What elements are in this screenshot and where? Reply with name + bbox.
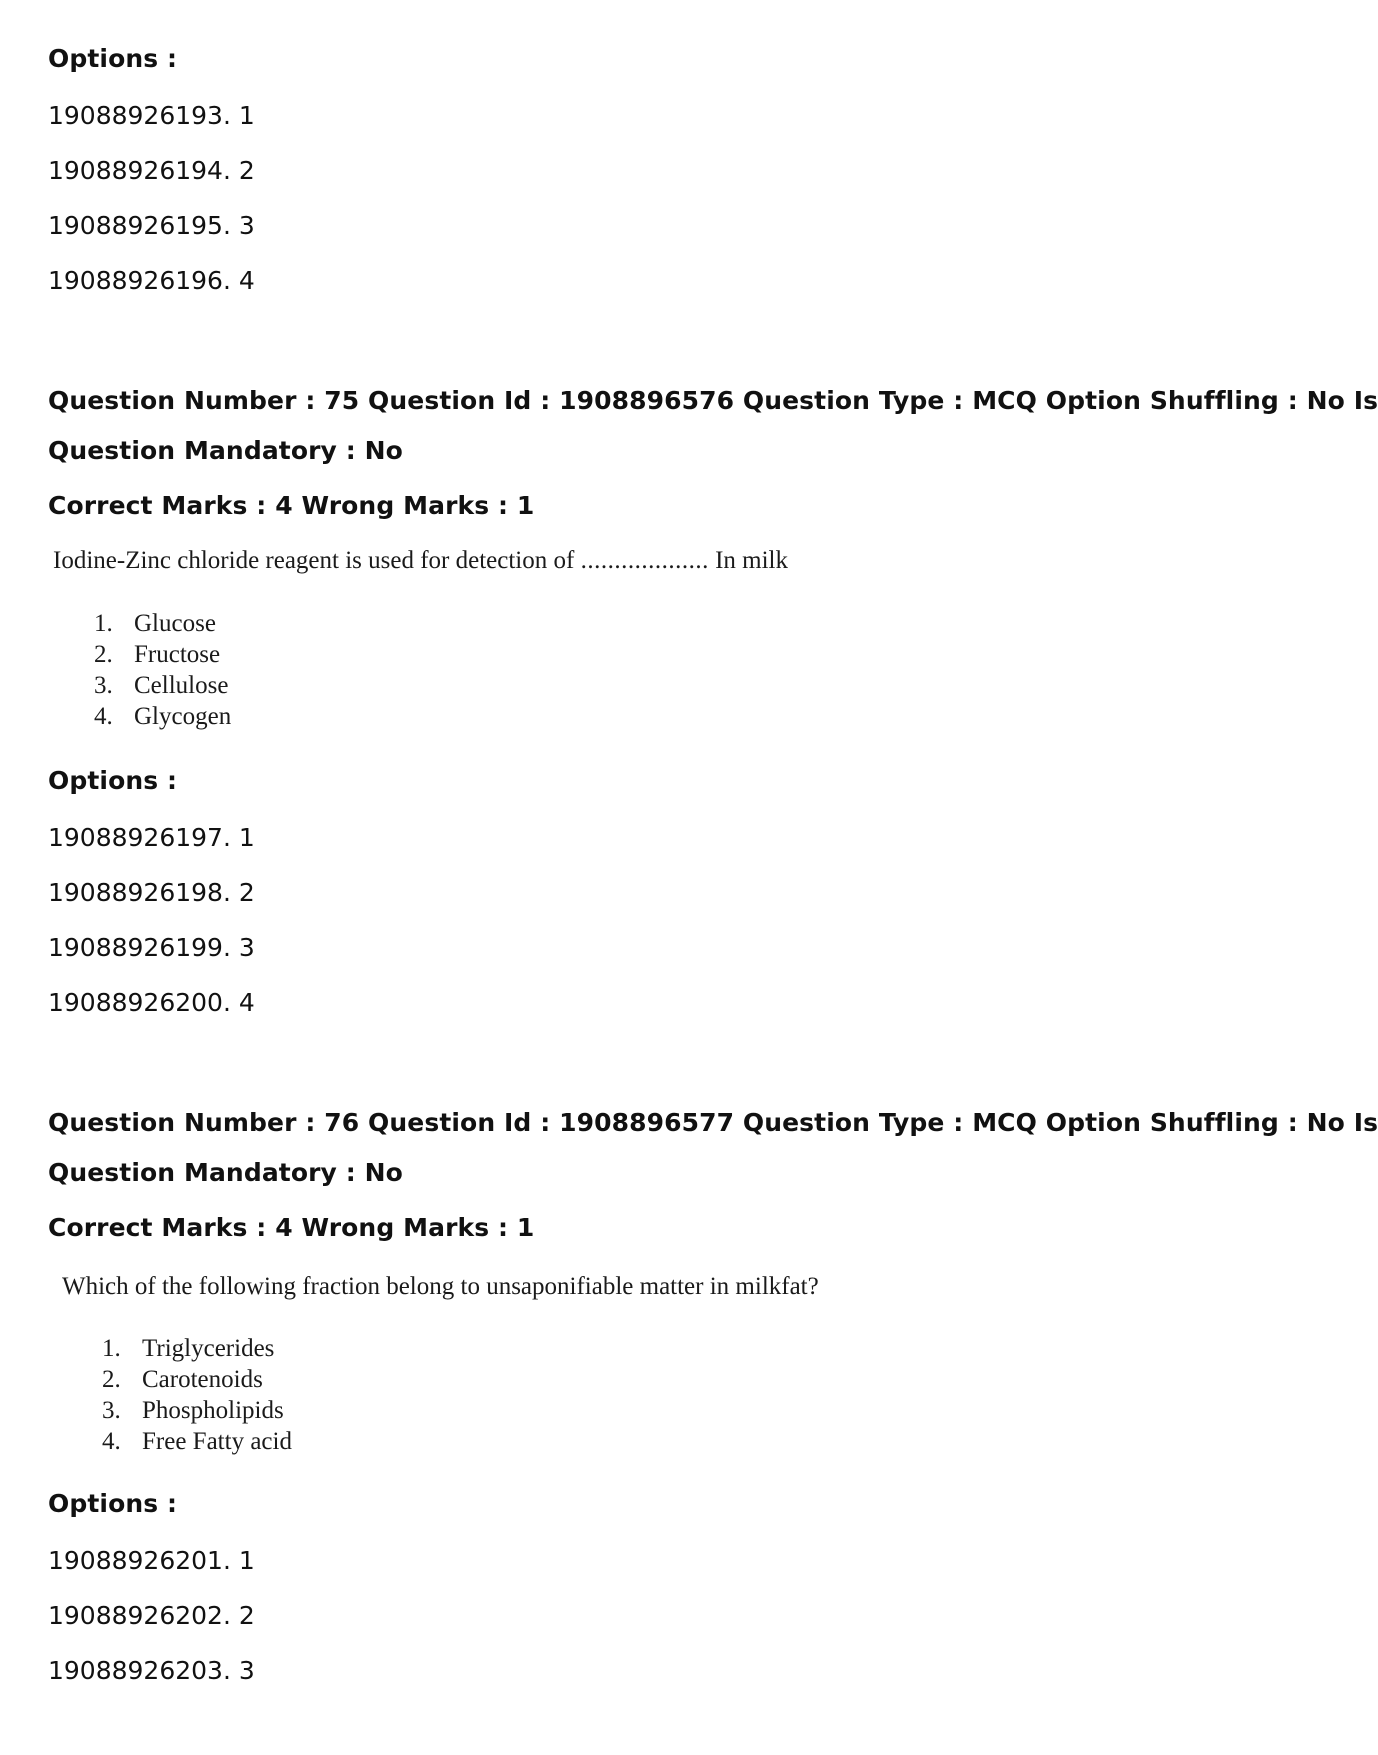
choice-text: Glucose: [134, 610, 216, 637]
choice-text: Cellulose: [134, 672, 229, 699]
question-text: Which of the following fraction belong to unsaponifiable matter in milkfat?: [62, 1273, 819, 1300]
choice-text: Carotenoids: [142, 1366, 263, 1393]
option-item: 19088926198. 2: [48, 878, 255, 907]
question-blank: ...................: [580, 547, 709, 574]
option-item: 19088926196. 4: [48, 266, 255, 295]
question-mandatory: Question Mandatory : No: [48, 436, 403, 465]
option-item: 19088926201. 1: [48, 1546, 255, 1575]
choice-item: [102, 1397, 284, 1425]
choice-number: 2.: [94, 641, 113, 668]
option-item: 19088926200. 4: [48, 988, 255, 1017]
question-text-suffix: In milk: [715, 547, 788, 574]
choice-number: 3.: [94, 672, 113, 699]
choice-text: Phospholipids: [142, 1397, 284, 1424]
choice-item: [102, 1366, 263, 1394]
choice-item: [94, 610, 216, 638]
choice-number: 4.: [102, 1428, 121, 1455]
choice-item: [94, 641, 220, 669]
options-heading: Options :: [48, 44, 178, 73]
choice-number: 3.: [102, 1397, 121, 1424]
options-heading: Options :: [48, 766, 178, 795]
choice-text: Triglycerides: [142, 1335, 275, 1362]
question-marks: Correct Marks : 4 Wrong Marks : 1: [48, 1213, 535, 1242]
question-header: Question Number : 75 Question Id : 1908896576 Question Type : MCQ Option Shuffling : No Is: [48, 386, 1378, 415]
question-text-prefix: Iodine-Zinc chloride reagent is used for detection of: [53, 547, 575, 574]
choice-number: 1.: [94, 610, 113, 637]
choice-item: [102, 1335, 274, 1363]
choice-text: Fructose: [134, 641, 221, 668]
option-item: 19088926203. 3: [48, 1656, 255, 1685]
choice-number: 1.: [102, 1335, 121, 1362]
option-item: 19088926202. 2: [48, 1601, 255, 1630]
question-text: [53, 547, 788, 575]
option-item: 19088926195. 3: [48, 211, 255, 240]
choice-item: [102, 1428, 292, 1456]
option-item: 19088926199. 3: [48, 933, 255, 962]
choice-number: 2.: [102, 1366, 121, 1393]
question-header: Question Number : 76 Question Id : 1908896577 Question Type : MCQ Option Shuffling : No Is: [48, 1108, 1378, 1137]
option-item: 19088926197. 1: [48, 823, 255, 852]
question-mandatory: Question Mandatory : No: [48, 1158, 403, 1187]
choice-item: [94, 672, 228, 700]
option-item: 19088926193. 1: [48, 101, 255, 130]
choice-item: [94, 703, 231, 731]
choice-text: Glycogen: [134, 703, 232, 730]
option-item: 19088926194. 2: [48, 156, 255, 185]
choice-text: Free Fatty acid: [142, 1428, 292, 1455]
question-marks: Correct Marks : 4 Wrong Marks : 1: [48, 491, 535, 520]
choice-number: 4.: [94, 703, 113, 730]
options-heading: Options :: [48, 1489, 178, 1518]
